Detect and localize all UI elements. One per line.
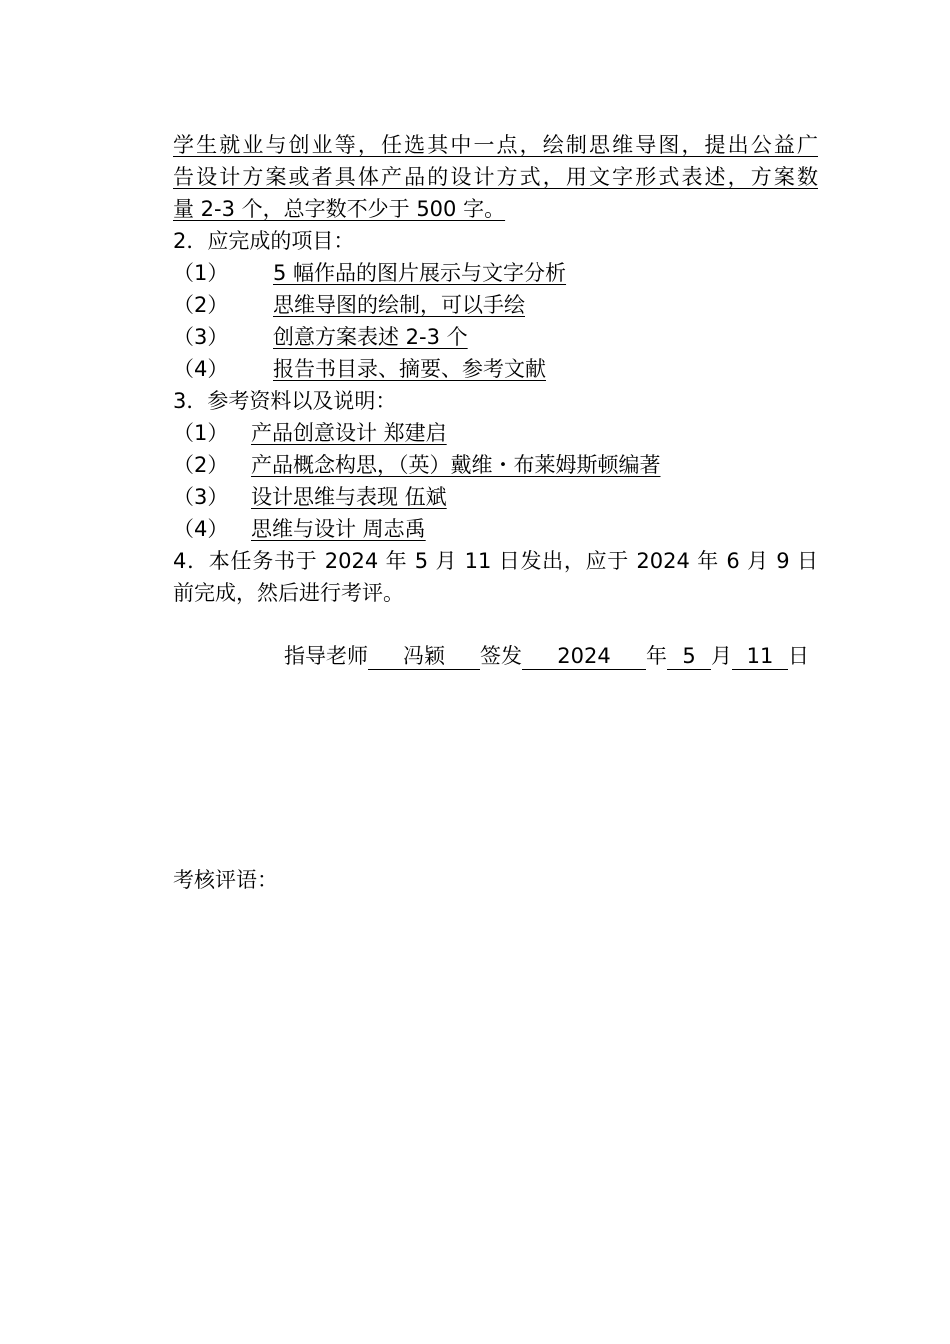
signature-line [284, 640, 809, 672]
reference-item-4 [173, 513, 426, 545]
item-text: 创意方案表述 2-3 个 [273, 325, 468, 349]
intro-line-1: 学生就业与创业等，任选其中一点，绘制思维导图，提出公益广 [173, 133, 818, 157]
item-number: （4） [173, 517, 229, 541]
reference-item-3 [173, 481, 447, 513]
project-item-4 [173, 353, 546, 385]
item-number: （2） [173, 293, 229, 317]
reference-item-2 [173, 449, 661, 481]
item-number: （3） [173, 325, 229, 349]
intro-line-2: 告设计方案或者具体产品的设计方式，用文字形式表述，方案数 [173, 165, 818, 189]
item-text: 思维与设计 周志禹 [251, 517, 426, 541]
section-2-heading: 2．应完成的项目： [173, 229, 355, 253]
item-number: （1） [173, 261, 229, 285]
reference-item-1 [173, 417, 447, 449]
item-text: 产品概念构思，（英）戴维・布莱姆斯顿编著 [251, 453, 661, 477]
item-number: （4） [173, 357, 229, 381]
item-number: （2） [173, 453, 229, 477]
item-text: 思维导图的绘制，可以手绘 [273, 293, 525, 317]
project-item-3 [173, 321, 468, 353]
item-number: （3） [173, 485, 229, 509]
item-text: 5 幅作品的图片展示与文字分析 [273, 261, 567, 285]
teacher-name: 冯颖 [368, 643, 480, 670]
project-item-2 [173, 289, 525, 321]
section-4-line-1: 4．本任务书于 2024 年 5 月 11 日发出，应于 2024 年 6 月 9 日 [173, 549, 818, 573]
project-item-1 [173, 257, 566, 289]
issue-day: 11 [732, 643, 788, 670]
intro-line-3: 量 2-3 个，总字数不少于 500 字。 [173, 197, 506, 221]
month-label: 月 [711, 644, 732, 668]
issue-year: 2024 [522, 643, 646, 670]
section-4-line-2: 前完成，然后进行考评。 [173, 581, 404, 605]
item-text: 报告书目录、摘要、参考文献 [273, 357, 546, 381]
issue-month: 5 [667, 643, 711, 670]
item-text: 产品创意设计 郑建启 [251, 421, 447, 445]
teacher-label: 指导老师 [284, 644, 368, 668]
section-3-heading: 3．参考资料以及说明： [173, 389, 397, 413]
item-number: （1） [173, 421, 229, 445]
day-label: 日 [788, 644, 809, 668]
item-text: 设计思维与表现 伍斌 [251, 485, 447, 509]
issue-label: 签发 [480, 644, 522, 668]
assessment-label: 考核评语： [173, 868, 278, 892]
year-label: 年 [646, 644, 667, 668]
